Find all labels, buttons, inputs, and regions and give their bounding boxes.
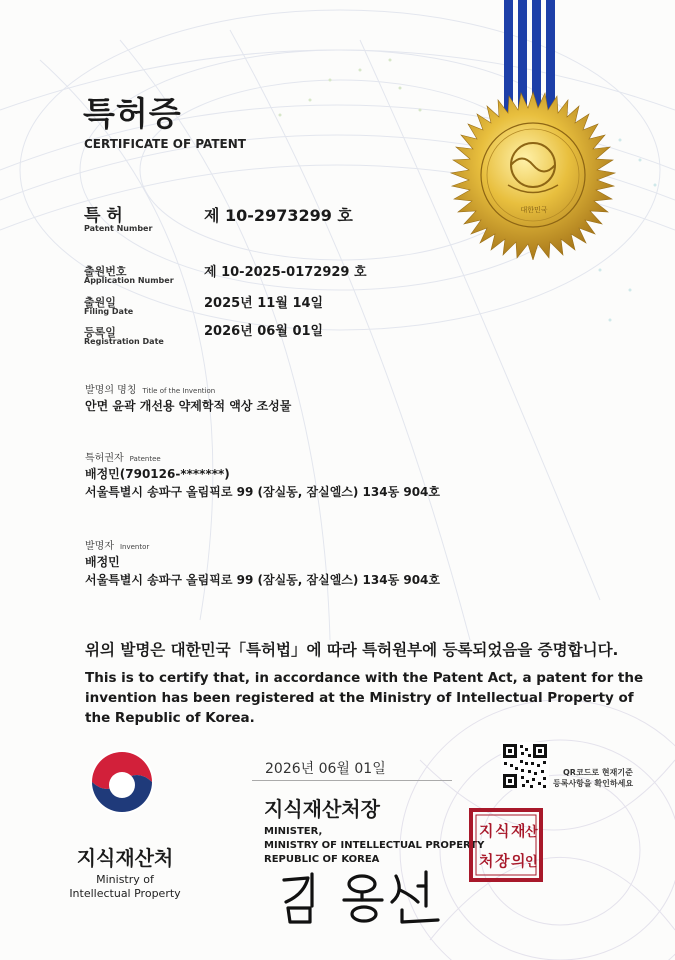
patentee-label bbox=[85, 449, 161, 464]
patentee-name: 배정민(790126-*******) bbox=[85, 467, 230, 481]
document-subtitle: CERTIFICATE OF PATENT bbox=[84, 137, 246, 151]
application-number-label: 출원번호 bbox=[84, 265, 127, 278]
patent-number-label-en: Patent Number bbox=[84, 224, 153, 233]
gold-seal-text: 대한민국 bbox=[520, 206, 548, 214]
inventor-name: 배정민 bbox=[85, 555, 120, 569]
minister-title-en-line1: MINISTER, bbox=[264, 826, 323, 837]
ministry-logo-name-en-line1: Ministry of bbox=[96, 873, 154, 886]
date-divider bbox=[252, 780, 452, 781]
filing-date-label-en: Filing Date bbox=[84, 307, 134, 316]
inventor-label bbox=[85, 537, 149, 552]
svg-text:의: 의 bbox=[511, 852, 526, 870]
svg-text:지: 지 bbox=[479, 822, 494, 840]
application-number-value: 제 10-2025-0172929 호 bbox=[204, 265, 367, 280]
svg-text:산: 산 bbox=[525, 825, 538, 840]
inventor-label-en: Inventor bbox=[119, 543, 150, 551]
filing-date-value: 2025년 11월 14일 bbox=[204, 296, 324, 311]
certification-text-en: This is to certify that, in accordance with the Patent Act, a patent for the invention has been registered at the Ministry of Intellectual Property of the Republic of Korea. bbox=[85, 670, 644, 726]
document-title: 특허증 bbox=[83, 94, 182, 133]
svg-text:식: 식 bbox=[495, 822, 510, 840]
svg-text:재: 재 bbox=[511, 822, 526, 840]
patent-number-value: 제 10-2973299 호 bbox=[204, 206, 353, 225]
ministry-logo-name-en bbox=[55, 873, 195, 901]
invention-title-value: 안면 윤곽 개선용 약제학적 액상 조성물 bbox=[85, 399, 292, 413]
svg-text:처: 처 bbox=[479, 852, 494, 870]
qr-code-icon[interactable] bbox=[501, 742, 549, 790]
inventor-address: 서울특별시 송파구 올림픽로 99 (잠실동, 잠실엘스) 134동 904호 bbox=[85, 573, 441, 587]
official-red-seal bbox=[469, 808, 543, 882]
minister-title-en-line3: REPUBLIC OF KOREA bbox=[264, 854, 380, 865]
registration-date-label: 등록일 bbox=[84, 326, 116, 339]
patentee-label-en: Patentee bbox=[129, 455, 161, 463]
invention-title-label-ko: 발명의 명칭 bbox=[85, 385, 137, 396]
patentee-label-ko: 특허권자 bbox=[85, 453, 124, 464]
invention-title-label-en: Title of the Invention bbox=[142, 387, 216, 395]
ministry-logo-name-en-line2: Intellectual Property bbox=[69, 887, 181, 900]
certification-text-ko: 위의 발명은 대한민국「특허법」에 따라 특허원부에 등록되었음을 증명합니다. bbox=[85, 641, 619, 659]
patentee-address: 서울특별시 송파구 올림픽로 99 (잠실동, 잠실엘스) 134동 904호 bbox=[85, 485, 441, 499]
application-number-label-en: Application Number bbox=[84, 276, 174, 285]
qr-instruction-line2: 등록사항을 확인하세요 bbox=[553, 779, 634, 788]
qr-instruction bbox=[553, 767, 633, 789]
minister-title-ko: 지식재산처장 bbox=[264, 797, 380, 821]
ministry-logo-icon bbox=[88, 748, 156, 816]
registration-date-label-en: Registration Date bbox=[84, 337, 164, 346]
issue-date: 2026년 06월 01일 bbox=[265, 761, 386, 777]
svg-text:인: 인 bbox=[525, 855, 538, 870]
handwritten-signature bbox=[278, 866, 448, 926]
registration-date-value: 2026년 06월 01일 bbox=[204, 324, 324, 339]
qr-instruction-line1: QR코드로 현재기준 bbox=[563, 768, 633, 777]
patent-number-label: 특 허 bbox=[84, 206, 123, 226]
inventor-label-ko: 발명자 bbox=[85, 541, 114, 552]
invention-title-label bbox=[85, 381, 215, 396]
ministry-logo-name-ko: 지식재산처 bbox=[76, 846, 174, 870]
minister-title-en-line2: MINISTRY OF INTELLECTUAL PROPERTY bbox=[264, 840, 485, 851]
svg-text:장: 장 bbox=[495, 852, 510, 870]
gold-seal-emblem bbox=[448, 90, 618, 260]
filing-date-label: 출원일 bbox=[84, 296, 116, 309]
